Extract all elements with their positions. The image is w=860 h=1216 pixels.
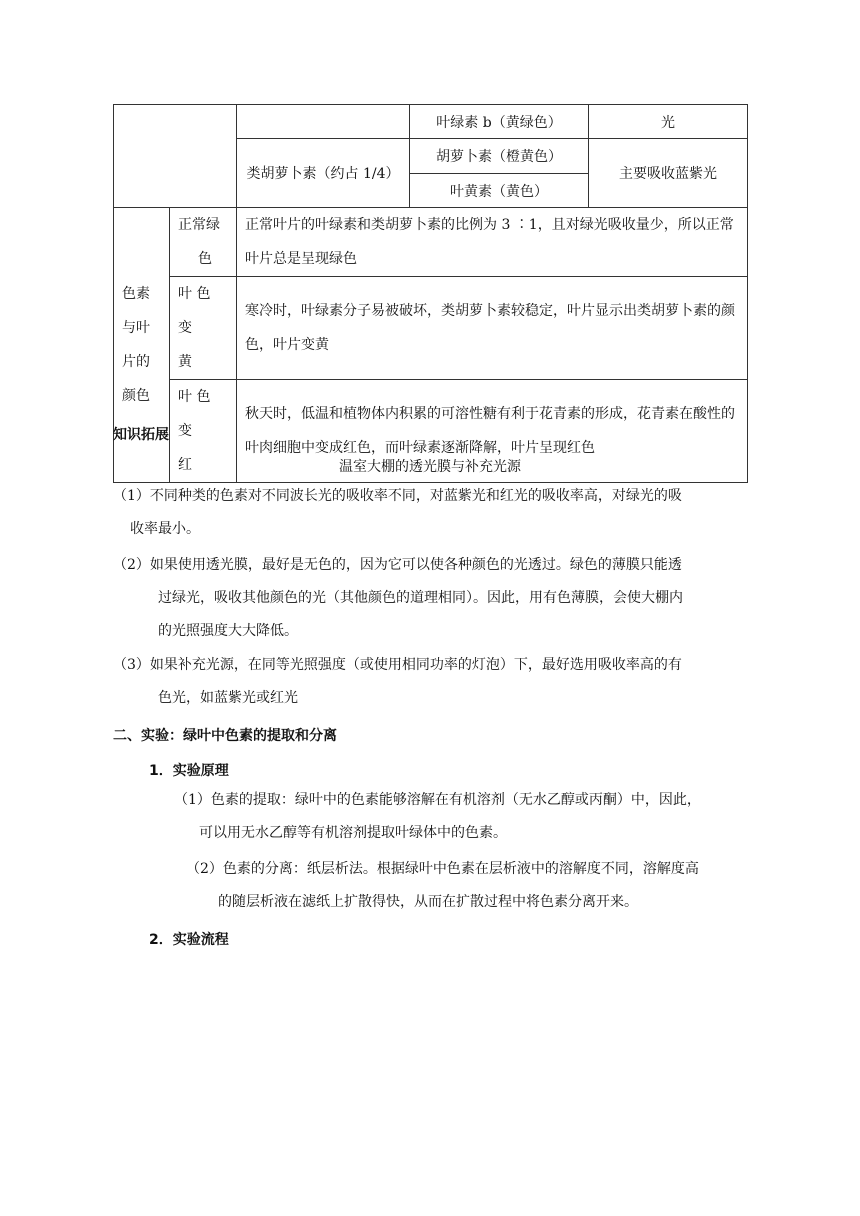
row-label-line: 叶 色 变 (178, 389, 211, 439)
pigment-table (113, 104, 748, 483)
paragraph-3 (113, 649, 763, 715)
group-label-line: 与叶 (122, 320, 150, 336)
pigment-carotene: 胡萝卜素（橙黄色） (410, 139, 589, 174)
row-label-line: 红 (178, 457, 192, 473)
knowledge-extension-heading: 知识拓展 (113, 427, 169, 443)
pigment-chlorophyll-b: 叶绿素 b（黄绿色） (410, 105, 589, 139)
paragraph-line: 的光照强度大大降低。 (158, 623, 298, 639)
paragraph-line: 可以用无水乙醇等有机溶剂提取叶绿体中的色素。 (199, 825, 507, 841)
row-label-normal-green (170, 208, 237, 277)
paragraph-line: 过绿光，吸收其他颜色的光（其他颜色的道理相同）。因此，用有色薄膜，会使大棚内 (158, 590, 683, 606)
table-empty-cell (237, 105, 410, 139)
paragraph-line: 的随层析液在滤纸上扩散得快，从而在扩散过程中将色素分离开来。 (218, 894, 638, 910)
row-label-line: 色 (198, 251, 212, 267)
principle-2 (186, 853, 756, 919)
paragraph-line: （2）如果使用透光膜，最好是无色的，因为它可以使各种颜色的光透过。绿色的薄膜只能透 (113, 557, 682, 573)
row-text-red: 秋天时，低温和植物体内积累的可溶性糖有利于花青素的形成，花青素在酸性的叶肉细胞中变成红色，而叶绿素逐渐降解，叶片呈现红色 (237, 380, 748, 483)
row-label-yellow (170, 277, 237, 380)
group-label-line: 色素 (122, 286, 150, 302)
row-label-line: 正常绿 (178, 217, 220, 233)
carotenoid-label: 类胡萝卜素（约占 1/4） (237, 139, 410, 208)
experiment-process-heading: 2．实验流程 (149, 932, 229, 948)
paragraph-line: （1）不同种类的色素对不同波长光的吸收率不同，对蓝紫光和红光的吸收率高，对绿光的吸 (113, 488, 682, 504)
experiment-heading: 二、实验：绿叶中色素的提取和分离 (113, 728, 337, 744)
table-empty-cell (114, 105, 237, 208)
principle-1 (174, 784, 774, 850)
paragraph-1 (113, 480, 763, 546)
paragraph-line: 色光，如蓝紫光或红光 (158, 690, 298, 706)
section-title: 温室大棚的透光膜与补充光源 (339, 459, 521, 475)
paragraph-line: （2）色素的分离：纸层析法。根据绿叶中色素在层析液中的溶解度不同，溶解度高 (186, 861, 699, 877)
row-text-yellow: 寒冷时，叶绿素分子易被破坏，类胡萝卜素较稳定，叶片显示出类胡萝卜素的颜色，叶片变黄 (237, 277, 748, 380)
row-label-line: 黄 (178, 354, 192, 370)
pigment-xanthophyll: 叶黄素（黄色） (410, 174, 589, 208)
paragraph-line: （1）色素的提取：绿叶中的色素能够溶解在有机溶剂（无水乙醇或丙酮）中，因此， (174, 792, 701, 808)
group-label-line: 颜色 (122, 388, 150, 404)
row-label-line: 叶 色 变 (178, 286, 211, 336)
experiment-principle-heading: 1．实验原理 (149, 763, 229, 779)
absorb-light: 光 (589, 105, 748, 139)
group-label-line: 片的 (122, 354, 150, 370)
paragraph-2 (113, 549, 763, 648)
row-text-normal-green: 正常叶片的叶绿素和类胡萝卜素的比例为 3 ∶1，且对绿光吸收量少，所以正常叶片总是呈现绿色 (237, 208, 748, 277)
absorb-blue-violet: 主要吸收蓝紫光 (589, 139, 748, 208)
paragraph-line: 收率最小。 (130, 521, 200, 537)
paragraph-line: （3）如果补充光源，在同等光照强度（或使用相同功率的灯泡）下，最好选用吸收率高的有 (113, 657, 682, 673)
